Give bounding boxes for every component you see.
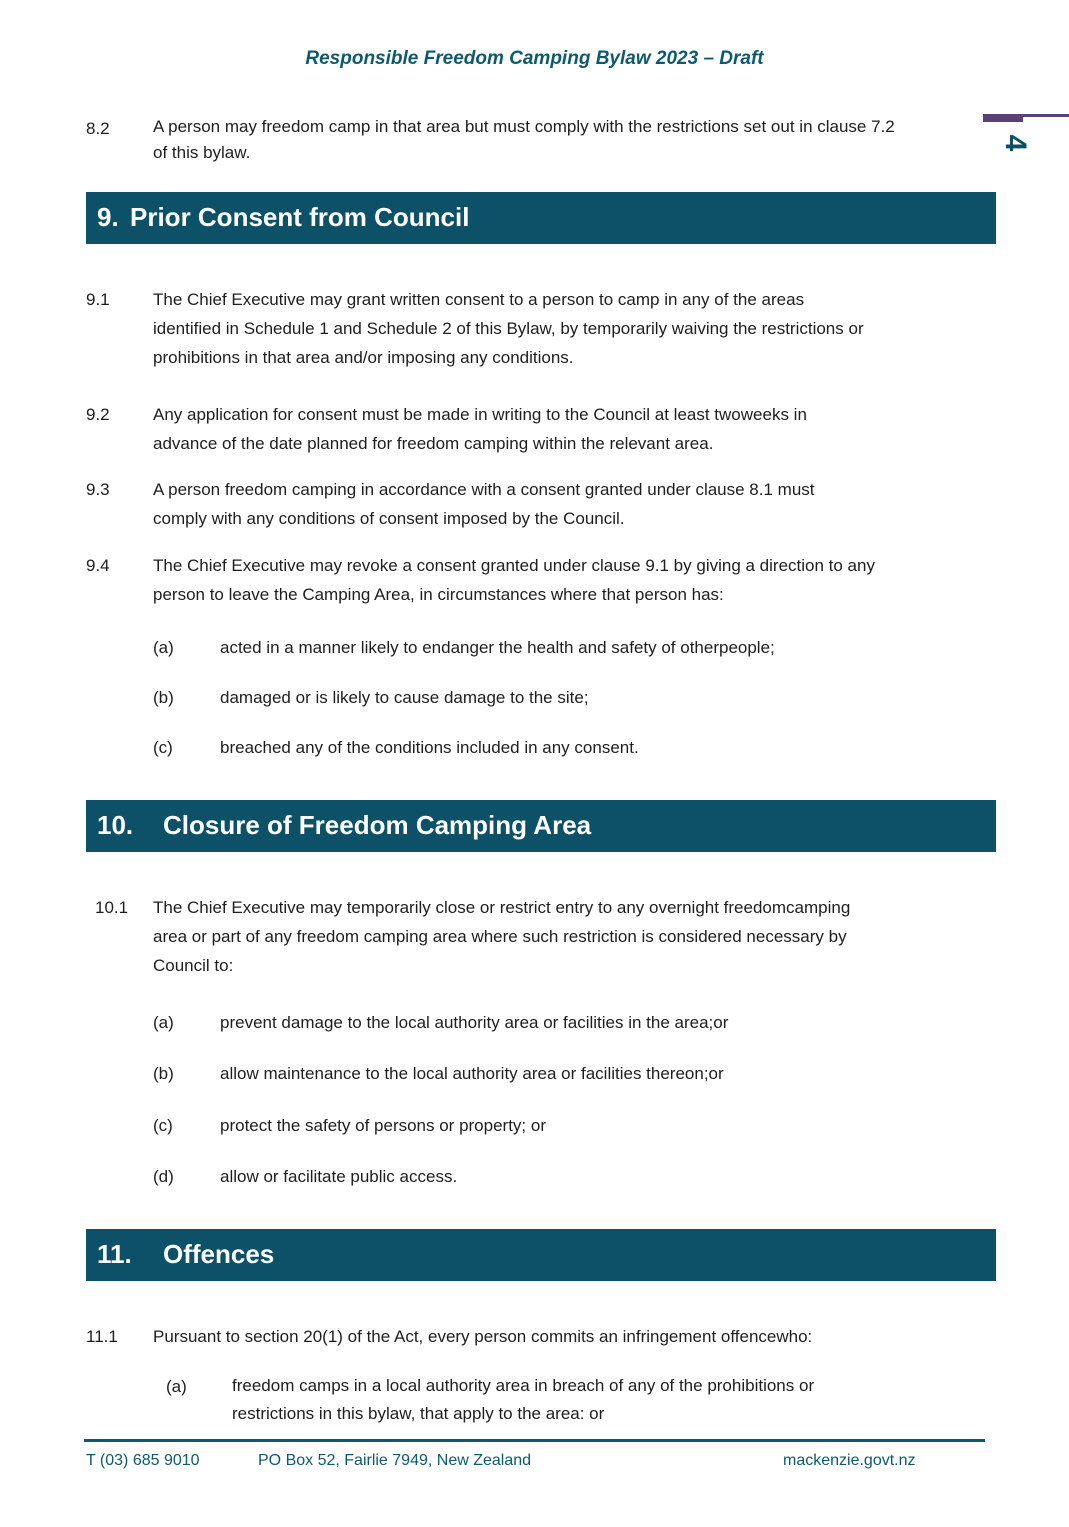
clause-number: 11.1	[86, 1327, 118, 1346]
clause-line: Any application for consent must be made in writing to the Council at least twoweeks in	[153, 405, 807, 424]
list-item-label: (a)	[166, 1377, 187, 1396]
list-item-text: allow maintenance to the local authority area or facilities thereon;or	[220, 1064, 724, 1083]
clause-number: 9.3	[86, 480, 110, 499]
clause-text	[153, 400, 807, 458]
list-item-label: (a)	[153, 1013, 174, 1032]
list-item-text: damaged or is likely to cause damage to the site;	[220, 688, 589, 707]
clause-line: A person may freedom camp in that area but must comply with the restrictions set out in clause 7.2	[153, 117, 895, 136]
footer-address: PO Box 52, Fairlie 7949, New Zealand	[258, 1452, 532, 1469]
list-item-text: prevent damage to the local authority area or facilities in the area;or	[220, 1013, 729, 1032]
section-title: Offences	[163, 1239, 275, 1269]
list-item-text: breached any of the conditions included in any consent.	[220, 738, 639, 757]
list-item-text: allow or facilitate public access.	[220, 1167, 458, 1186]
page-tab-marker	[983, 114, 1023, 122]
section-title: Closure of Freedom Camping Area	[163, 810, 592, 840]
footer-website-link[interactable]: mackenzie.govt.nz	[783, 1452, 916, 1469]
clause-line: of this bylaw.	[153, 143, 251, 162]
section-number: 10.	[97, 810, 134, 840]
section-title: Prior Consent from Council	[130, 202, 470, 232]
list-item-text: acted in a manner likely to endanger the health and safety of otherpeople;	[220, 638, 775, 657]
footer-divider	[84, 1439, 985, 1442]
clause-text: Pursuant to section 20(1) of the Act, every person commits an infringement offencewho:	[153, 1327, 813, 1346]
section-heading	[86, 800, 996, 852]
section-number: 9.	[97, 202, 119, 232]
clause-text	[153, 475, 815, 533]
clause-line: The Chief Executive may temporarily close or restrict entry to any overnight freedomcamping	[153, 898, 851, 917]
list-item-label: (d)	[153, 1167, 174, 1186]
list-item-line: freedom camps in a local authority area in breach of any of the prohibitions or	[232, 1376, 815, 1395]
list-item-label: (c)	[153, 738, 173, 757]
list-item-label: (c)	[153, 1116, 173, 1135]
clause-line: comply with any conditions of consent imposed by the Council.	[153, 509, 625, 528]
clause-text	[153, 551, 875, 609]
clause-line: person to leave the Camping Area, in circumstances where that person has:	[153, 585, 724, 604]
list-item-line: restrictions in this bylaw, that apply to the area: or	[232, 1404, 605, 1423]
clause-text	[153, 114, 895, 166]
section-number: 11.	[97, 1239, 132, 1269]
footer-phone: T (03) 685 9010	[86, 1452, 200, 1469]
clause-number: 10.1	[95, 898, 129, 917]
clause-line: advance of the date planned for freedom camping within the relevant area.	[153, 434, 714, 453]
section-heading	[86, 1229, 996, 1281]
clause-number: 8.2	[86, 119, 110, 138]
clause-line: area or part of any freedom camping area where such restriction is considered necessary by	[153, 927, 847, 946]
clause-number: 9.2	[86, 405, 110, 424]
list-item-label: (b)	[153, 688, 174, 707]
clause-text	[153, 285, 864, 372]
clause-line: The Chief Executive may revoke a consent granted under clause 9.1 by giving a direction to any	[153, 556, 875, 575]
clause-text	[153, 893, 850, 980]
clause-number: 9.1	[86, 290, 110, 309]
clause-line: A person freedom camping in accordance with a consent granted under clause 8.1 must	[153, 480, 815, 499]
list-item-label: (a)	[153, 638, 174, 657]
clause-line: The Chief Executive may grant written consent to a person to camp in any of the areas	[153, 290, 805, 309]
list-item-text	[232, 1372, 814, 1428]
clause-number: 9.4	[86, 556, 110, 575]
page-number: 4	[999, 134, 1032, 152]
clause-line: identified in Schedule 1 and Schedule 2 of this Bylaw, by temporarily waiving the restrictions or	[153, 319, 864, 338]
clause-line: prohibitions in that area and/or imposing any conditions.	[153, 348, 574, 367]
clause-line: Council to:	[153, 956, 234, 975]
list-item-label: (b)	[153, 1064, 174, 1083]
document-header-title: Responsible Freedom Camping Bylaw 2023 – Draft	[305, 48, 764, 69]
list-item-text: protect the safety of persons or property; or	[220, 1116, 546, 1135]
section-heading	[86, 192, 996, 244]
